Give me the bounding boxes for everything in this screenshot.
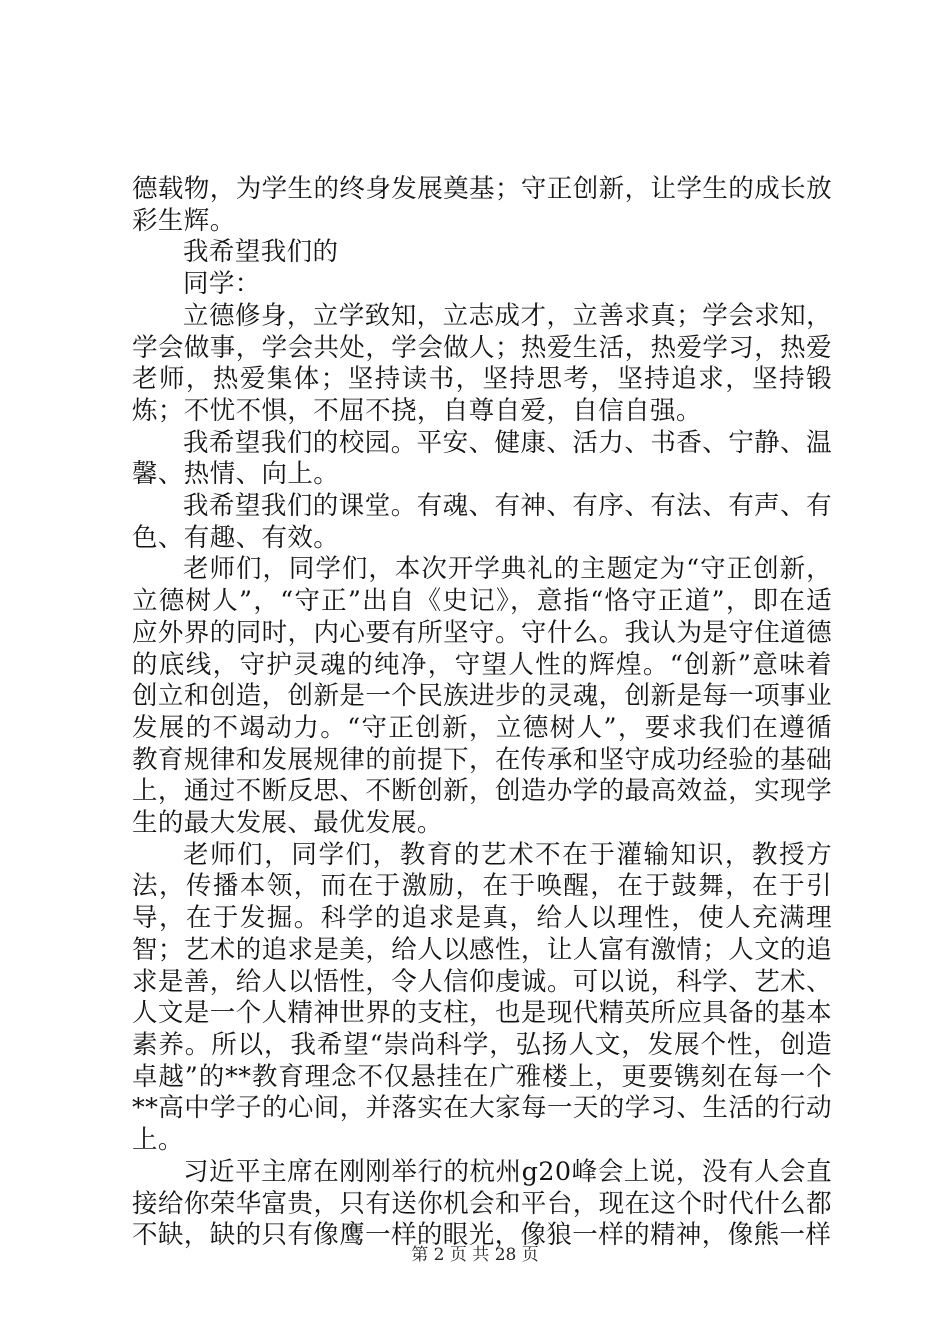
paragraph-wish-heading: 我希望我们的 xyxy=(183,237,339,268)
paragraph-g20-quote: 习近平主席在刚刚举行的杭州g20峰会上说，没有人会直接给你荣华富贵，只有送你机会和平台，现在这个时代什么都不缺，缺的只有像鹰一样的眼光，像狼一样的精神，像熊一样 xyxy=(132,1156,832,1251)
paragraph-continuation: 德载物，为学生的终身发展奠基；守正创新，让学生的成长放彩生辉。 xyxy=(132,174,832,236)
page-number-footer: 第 2 页 共 28 页 xyxy=(411,1245,539,1265)
paragraph-ceremony-theme: 老师们，同学们，本次开学典礼的主题定为“守正创新，立德树人”，“守正”出自《史记》，意指“恪守正道”，即在适应外界的同时，内心要有所坚守。守什么。我认为是守住道德的底线，守护灵魂的纯净，守望人性的辉煌。“创新”意味着创立和创造，创新是一个民族进步的灵魂，创新是每一项事业发展的不竭动力。“守正创新，立德树人”，要求我们在遵循教育规律和发展规律的前提下，在传承和坚守成功经验的基础上，通过不断反思、不断创新，创造办学的最高效益，实现学生的最大发展、最优发展。 xyxy=(132,554,832,839)
paragraph-education-art: 老师们，同学们，教育的艺术不在于灌输知识，教授方法，传播本领，而在于激励，在于唤醒，在于鼓舞，在于引导，在于发掘。科学的追求是真，给人以理性，使人充满理智；艺术的追求是美，给人以感性，让人富有激情；人文的追求是善，给人以悟性，令人信仰虔诚。可以说，科学、艺术、人文是一个人精神世界的支柱，也是现代精英所应具备的基本素养。所以，我希望“崇尚科学，弘扬人文，发展个性，创造卓越”的**教育理念不仅悬挂在广雅楼上，更要镌刻在每一个**高中学子的心间，并落实在大家每一天的学习、生活的行动上。 xyxy=(132,839,832,1156)
document-body xyxy=(132,174,832,1252)
paragraph-students-label: 同学： xyxy=(183,269,261,300)
paragraph-students-wish: 立德修身，立学致知，立志成才，立善求真；学会求知，学会做事，学会共处，学会做人；热爱生活，热爱学习，热爱老师，热爱集体；坚持读书，坚持思考，坚持追求，坚持锻炼；不忧不惧，不屈不挠，自尊自爱，自信自强。 xyxy=(132,300,832,426)
paragraph-classroom-wish: 我希望我们的课堂。有魂、有神、有序、有法、有声、有色、有趣、有效。 xyxy=(132,491,832,553)
paragraph-campus-wish: 我希望我们的校园。平安、健康、活力、书香、宁静、温馨、热情、向上。 xyxy=(132,427,832,490)
